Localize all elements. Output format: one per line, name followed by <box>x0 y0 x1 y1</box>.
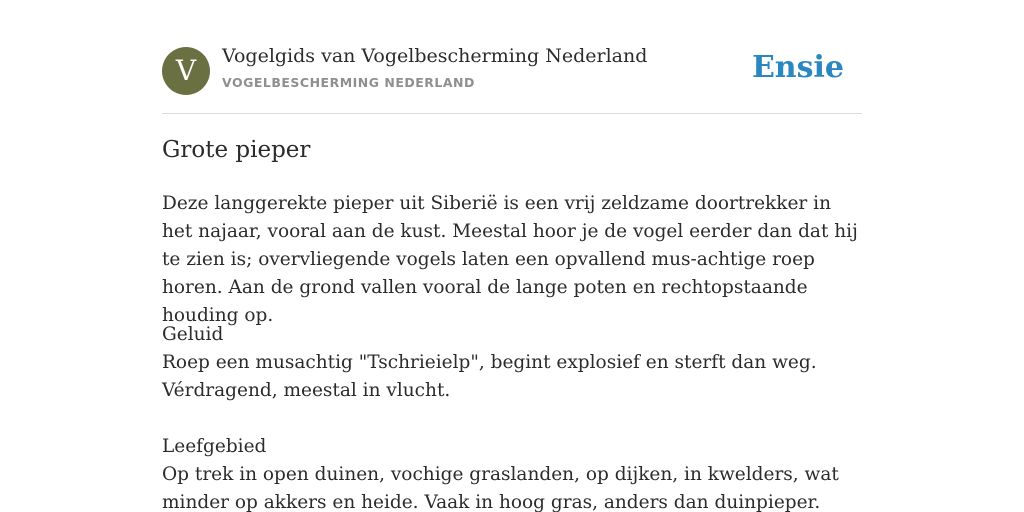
avatar[interactable]: V <box>162 47 210 95</box>
header <box>162 0 862 114</box>
section-title: Leefgebied <box>162 436 267 457</box>
intro-text: Deze langgerekte pieper uit Siberië is een vrij zeldzame doortrekker in het najaar, vooral aan de kust. Meestal hoor je de vogel eerder dan dat hij te zien is; overvliegende vogels laten een opvallend mus-achtige roep horen. Aan de grond vallen vooral de lange poten en rechtopstaande houding op. <box>162 193 858 326</box>
publisher-name[interactable]: VOGELBESCHERMING NEDERLAND <box>222 75 475 90</box>
article-container <box>162 0 862 512</box>
intro-paragraph <box>162 190 862 330</box>
section-text: Op trek in open duinen, vochige graslanden, op dijken, in kwelders, wat minder op akkers en heide. Vaak in hoog gras, anders dan duinpieper. <box>162 464 839 512</box>
section-leefgebied <box>162 433 862 512</box>
page-title: Grote pieper <box>162 137 311 163</box>
ensie-logo[interactable]: Ensie <box>751 50 844 85</box>
section-title: Geluid <box>162 324 224 345</box>
section-text: Roep een musachtig "Tschrieielp", begint explosief en sterft dan weg. Vérdragend, meestal in vlucht. <box>162 352 817 401</box>
section-geluid <box>162 321 862 405</box>
section-spacer <box>162 405 862 433</box>
article-sections <box>162 321 862 512</box>
source-title[interactable]: Vogelgids van Vogelbescherming Nederland <box>222 45 648 67</box>
